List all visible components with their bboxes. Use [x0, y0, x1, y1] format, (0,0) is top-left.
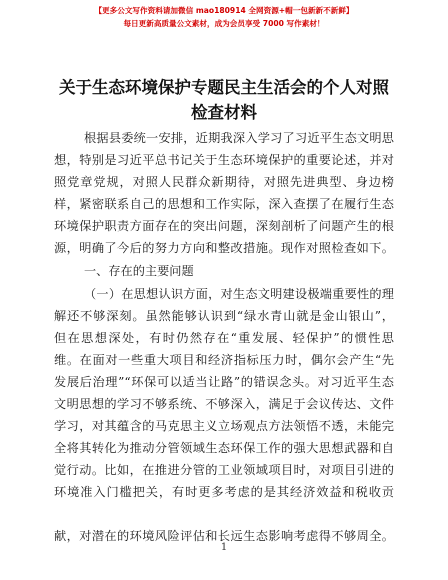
document-title-line2: 检查材料 — [191, 103, 257, 122]
promo-banner-line1: 【更多公文写作资料请加微信 mao180914 全网资源+帽一包新新不新鲜】 — [94, 6, 354, 15]
body-line: 源，明确了今后的努力方向和整改措施。现作对照检查如下。 — [54, 241, 394, 255]
body-line: 解还不够深刻。虽然能够认识到“绿水青山就是金山银山”， — [54, 309, 394, 323]
body-line: 献，对潜在的环境风险评估和长远生态影响考虑得不够周全。 — [54, 529, 394, 543]
body-line: 照党章党规，对照人民群众新期待，对照先进典型、身边榜 — [54, 175, 394, 189]
promo-banner-line2: 每日更新高质量公文素材，成为会员享受 7000 写作素材！ — [123, 19, 325, 28]
body-line: 环境准入门槛把关，有时更多考虑的是其经济效益和税收贡 — [54, 485, 394, 499]
body-line: 全将其转化为推动分管领域生态环保工作的强大思想武器和自 — [54, 441, 394, 455]
body-line: 样，紧密联系自己的思想和工作实际，深入查摆了在履行生态 — [54, 197, 394, 211]
body-line: 维。在面对一些重大项目和经济指标压力时，偶尔会产生“先 — [54, 353, 394, 367]
body-line: 觉行动。比如，在推进分管的工业领域项目时，对项目引进的 — [54, 463, 394, 477]
body-line: 文明思想的学习不够系统、不够深入，满足于会议传达、文件 — [54, 397, 394, 411]
section-heading: 一、存在的主要问题 — [84, 264, 194, 278]
body-line: 想，特别是习近平总书记关于生态环境保护的重要论述，并对 — [54, 153, 394, 167]
document-title-line1: 关于生态环境保护专题民主生活会的个人对照 — [59, 78, 389, 97]
body-line: 发展后治理”“环保可以适当让路”的错误念头。对习近平生态 — [54, 375, 394, 389]
body-line: 学习，对其蕴含的马克思主义立场观点方法领悟不透，未能完 — [54, 419, 394, 433]
body-line: 根据县委统一安排，近期我深入学习了习近平生态文明思 — [84, 131, 394, 145]
body-line: 环境保护职责方面存在的突出问题，深刻剖析了问题产生的根 — [54, 219, 394, 233]
page-number: 1 — [220, 542, 228, 553]
body-line: （一）在思想认识方面，对生态文明建设极端重要性的理 — [84, 287, 394, 301]
body-line: 但在思想深处，有时仍然存在“重发展、轻保护”的惯性思 — [54, 331, 394, 345]
